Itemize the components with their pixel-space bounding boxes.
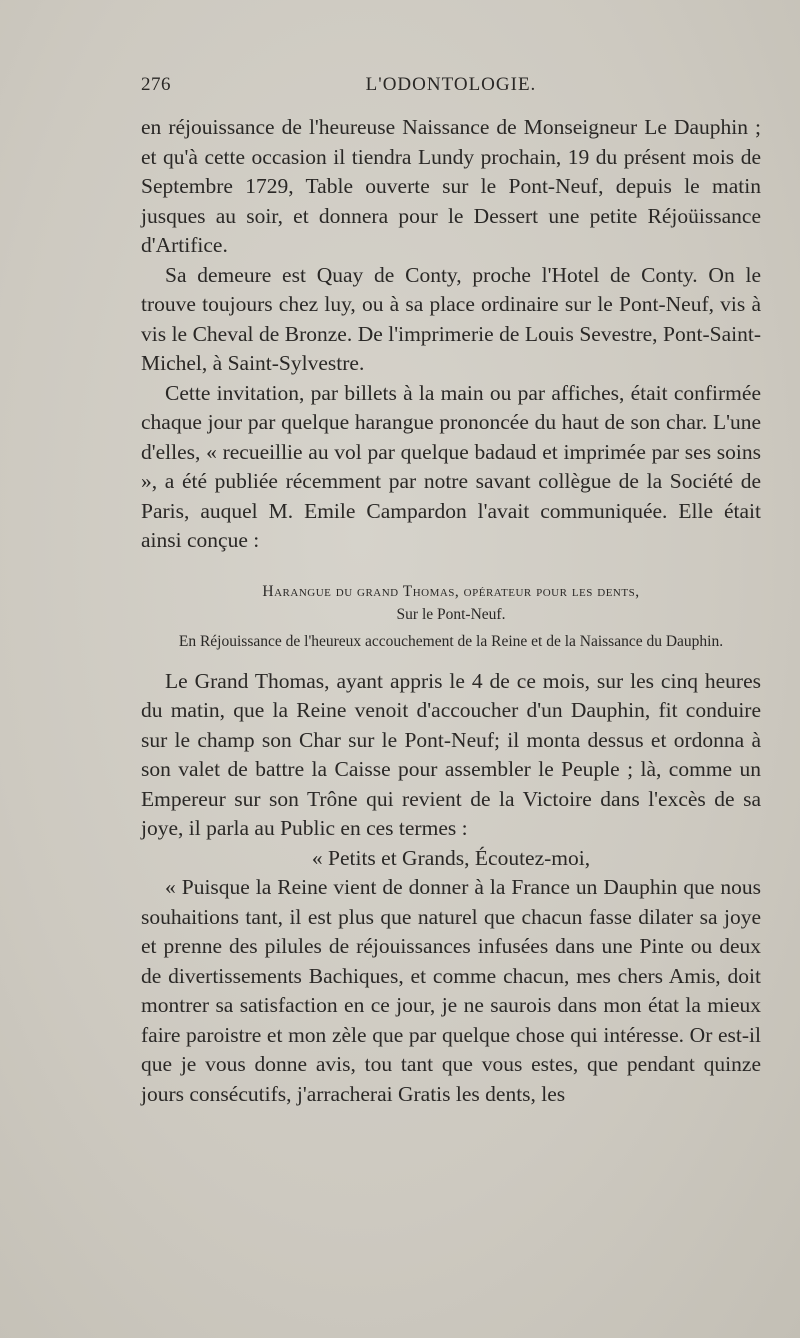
paragraph-speech: « Puisque la Reine vient de donner à la France un Dauphin que nous souhaitions tant, il est plus que naturel que chacun fasse dilater sa joye et prenne des pilules de réjouissances infusées dans une Pinte ou deux de divertissements Bachiques, et comme chacun, mes chers Amis, doit montrer sa satisfaction en ce jour, je ne saurois dans mon état la mieux faire paroistre et mon zèle que par quelque chose qui intéresse. Or est-il que je vous donne avis, tou tant que vous estes, que pendant quinze jours consécutifs, j'arracherai Gratis les dents, les: [141, 875, 761, 1106]
harangue-heading: [141, 580, 761, 653]
paragraph-invitation: Cette invitation, par billets à la main ou par affiches, était confirmée chaque jour par quelque harangue prononcée du haut de son char. L'une d'elles, « recueillie au vol par quelque badaud et imprimée par ses soins », a été publiée récemment par notre savant collègue de la Société de Paris, auquel M. Emile Campardon l'avait communiquée. Elle était ainsi conçue :: [141, 380, 761, 552]
body-text: [141, 113, 761, 1109]
speech-address: « Petits et Grands, Écoutez-moi,: [311, 845, 591, 870]
harangue-title: Harangue du grand Thomas, opérateur pour les dents,: [262, 582, 640, 600]
harangue-subtitle: Sur le Pont-Neuf.: [396, 605, 506, 623]
harangue-occasion: En Réjouissance de l'heureux accouchement de la Reine et de la Naissance du Dauphin.: [178, 632, 724, 650]
page-header: [141, 74, 761, 104]
paragraph-narrative: Le Grand Thomas, ayant appris le 4 de ce mois, sur les cinq heures du matin, que la Reine venoit d'accoucher d'un Dauphin, fit conduire sur le champ son Char sur le Pont-Neuf; il monta dessus et ordonna à son valet de battre la Caisse pour assembler le Peuple ; là, comme un Empereur sur son Trône qui revient de la Victoire dans l'excès de sa joye, il parla au Public en ces termes :: [141, 668, 761, 840]
paragraph-address-info: Sa demeure est Quay de Conty, proche l'Hotel de Conty. On le trouve toujours chez luy, ou à sa place ordinaire sur le Pont-Neuf, vis à vis le Cheval de Bronze. De l'imprimerie de Louis Sevestre, Pont-Saint-Michel, à Saint-Sylvestre.: [141, 262, 761, 375]
page-number: 276: [141, 74, 171, 95]
running-title: L'ODONTOLOGIE.: [365, 74, 537, 95]
paragraph-continuation: en réjouissance de l'heureuse Naissance de Monseigneur Le Dauphin ; et qu'à cette occasion il tiendra Lundy prochain, 19 du présent mois de Septembre 1729, Table ouverte sur le Pont-Neuf, depuis le matin jusques au soir, et donnera pour le Dessert une petite Réjoüissance d'Artifice.: [141, 115, 761, 257]
